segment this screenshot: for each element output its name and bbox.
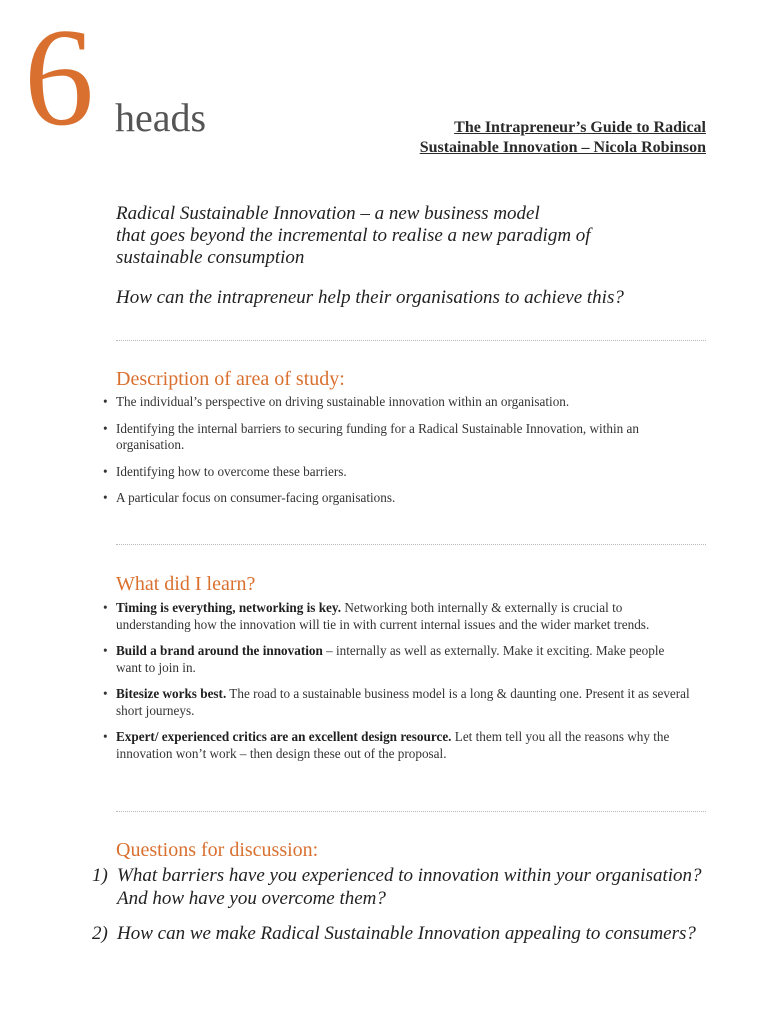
discussion-item: [92, 864, 712, 910]
bullet-icon: •: [103, 686, 108, 701]
divider: [116, 340, 706, 341]
discussion-item-number: 1): [92, 865, 108, 886]
list-item: [100, 686, 690, 719]
list-item: [100, 490, 690, 507]
intro-statement: [116, 203, 716, 269]
bullet-icon: •: [103, 463, 108, 479]
list-item-text: The individual’s perspective on driving sustainable innovation within an organisation.: [116, 394, 570, 409]
logo: [24, 0, 224, 155]
list-item: [100, 394, 690, 411]
list-item-bold: Expert/ experienced critics are an excellent design resource.: [116, 729, 452, 744]
intro-line-1: Radical Sustainable Innovation – a new business model: [116, 203, 540, 224]
intro-line-3: sustainable consumption: [116, 247, 305, 268]
bullet-icon: •: [103, 394, 108, 409]
list-item-text: Identifying the internal barriers to securing funding for a Radical Sustainable Innovation, within an organisation.: [116, 420, 639, 452]
intro-line-2: that goes beyond the incremental to realise a new paradigm of: [116, 225, 591, 246]
bullet-icon: •: [103, 729, 108, 744]
list-item-bold: Bitesize works best.: [116, 686, 227, 701]
learned-heading: What did I learn?: [116, 573, 256, 595]
description-list: [100, 394, 690, 507]
bullet-icon: •: [103, 600, 108, 615]
list-item-text: The road to a sustainable business model is a long & daunting one. Present it as several short journeys.: [116, 686, 690, 718]
document-title-line-2: Sustainable Innovation – Nicola Robinson: [419, 139, 706, 156]
discussion-list: [92, 864, 712, 945]
list-item-text: Networking both internally & externally is crucial to understanding how the innovation will tie in with current internal issues and the wider market trends.: [116, 600, 650, 632]
list-item: [100, 421, 690, 454]
main-question: How can the intrapreneur help their organisations to achieve this?: [116, 287, 624, 308]
description-heading: Description of area of study:: [116, 368, 345, 390]
logo-number: 6: [24, 0, 94, 155]
list-item: [100, 464, 690, 481]
list-item: [100, 600, 690, 633]
divider: [116, 544, 706, 545]
list-item-bold: Timing is everything, networking is key.: [116, 600, 342, 615]
list-item: [100, 729, 690, 762]
bullet-icon: •: [103, 420, 108, 436]
bullet-icon: •: [103, 490, 108, 505]
list-item-text: Let them tell you all the reasons why the innovation won’t work – then design these out of the proposal.: [116, 729, 670, 761]
list-item-text: – internally as well as externally. Make it exciting. Make people want to join in.: [116, 643, 665, 675]
discussion-item-text: How can we make Radical Sustainable Innovation appealing to consumers?: [117, 923, 696, 944]
learned-list: [100, 600, 690, 762]
document-title: [420, 118, 706, 158]
logo-word: heads: [115, 95, 207, 140]
divider: [116, 811, 706, 812]
discussion-item-text: What barriers have you experienced to innovation within your organisation? And how have you overcome them?: [117, 865, 702, 909]
bullet-icon: •: [103, 643, 108, 658]
list-item-text: A particular focus on consumer-facing organisations.: [116, 490, 396, 505]
document-title-line-1: The Intrapreneur’s Guide to Radical: [454, 119, 706, 136]
list-item-bold: Build a brand around the innovation: [116, 643, 323, 658]
list-item: [100, 643, 690, 676]
discussion-item-number: 2): [92, 923, 108, 944]
discussion-item: [92, 922, 712, 945]
list-item-text: Identifying how to overcome these barriers.: [116, 463, 347, 479]
discussion-heading: Questions for discussion:: [116, 839, 319, 861]
